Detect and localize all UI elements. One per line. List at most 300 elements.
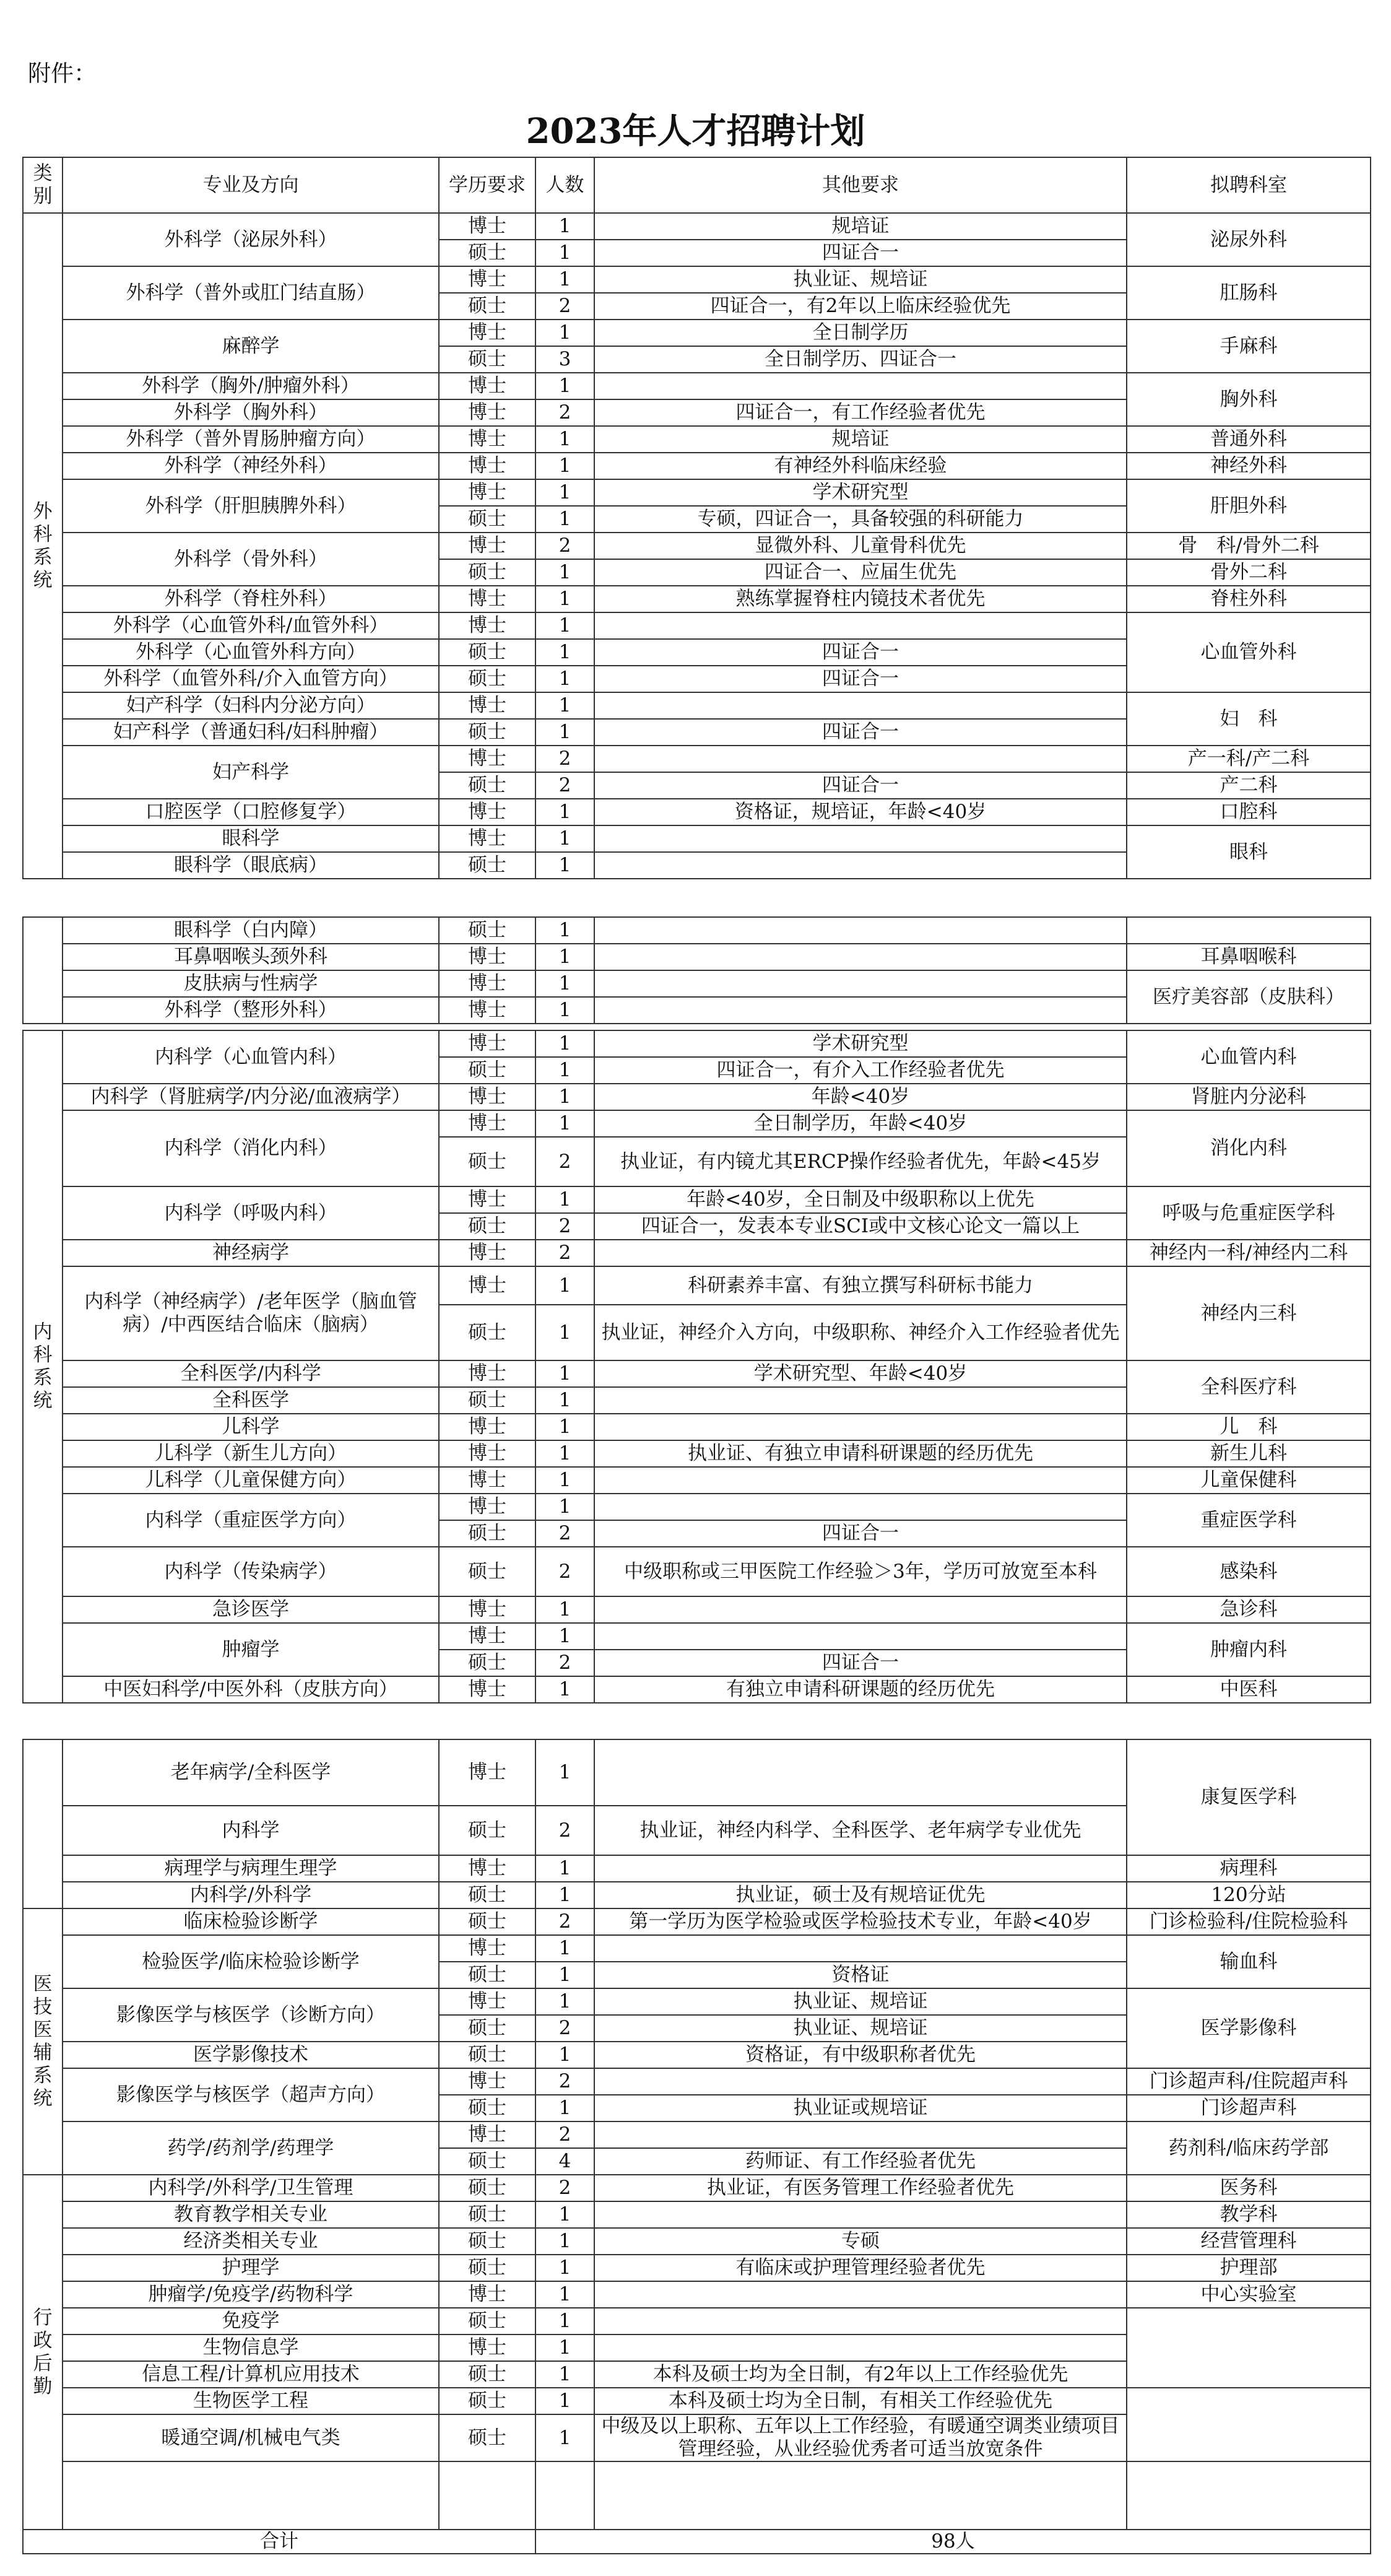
major-cell: 外科学（胸外/肿瘤外科） xyxy=(63,373,439,399)
table-row xyxy=(23,426,1371,453)
department-cell: 肝胆外科 xyxy=(1127,479,1371,533)
requirement-cell: 资格证，有中级职称者优先 xyxy=(594,2042,1127,2068)
major-cell: 儿科学（新生儿方向） xyxy=(63,1440,439,1467)
degree-cell: 博士 xyxy=(439,1266,535,1305)
degree-cell: 硕士 xyxy=(439,852,535,879)
requirement-cell: 本科及硕士均为全日制，有2年以上工作经验优先 xyxy=(594,2361,1127,2388)
count-cell: 1 xyxy=(535,1030,594,1057)
department-cell: 输血科 xyxy=(1127,1935,1371,1988)
major-cell: 内科学（呼吸内科） xyxy=(63,1186,439,1240)
count-cell: 1 xyxy=(535,639,594,666)
requirement-cell xyxy=(594,2201,1127,2228)
department-cell xyxy=(1127,2388,1371,2461)
department-cell: 心血管内科 xyxy=(1127,1030,1371,1084)
count-cell: 2 xyxy=(535,1547,594,1596)
header-major: 专业及方向 xyxy=(63,157,439,213)
degree-cell: 博士 xyxy=(439,320,535,346)
count-cell: 1 xyxy=(535,612,594,639)
major-cell: 内科学/外科学/卫生管理 xyxy=(63,2175,439,2201)
degree-cell: 硕士 xyxy=(439,1057,535,1084)
count-cell: 1 xyxy=(535,586,594,612)
department-cell: 泌尿外科 xyxy=(1127,213,1371,266)
count-cell: 1 xyxy=(535,1962,594,1988)
degree-cell: 博士 xyxy=(439,453,535,479)
major-cell: 妇产科学 xyxy=(63,746,439,799)
requirement-cell: 执业证，神经介入方向，中级职称、神经介入工作经验者优先 xyxy=(594,1305,1127,1360)
count-cell: 1 xyxy=(535,1440,594,1467)
count-cell: 1 xyxy=(535,917,594,944)
department-cell: 耳鼻咽喉科 xyxy=(1127,944,1371,970)
degree-cell: 硕士 xyxy=(439,1137,535,1186)
requirement-cell: 四证合一，有介入工作经验者优先 xyxy=(594,1057,1127,1084)
requirement-cell: 四证合一，有2年以上临床经验优先 xyxy=(594,293,1127,320)
major-cell: 外科学（心血管外科/血管外科） xyxy=(63,612,439,639)
count-cell: 1 xyxy=(535,266,594,293)
department-cell: 口腔科 xyxy=(1127,799,1371,825)
degree-cell: 博士 xyxy=(439,1739,535,1806)
degree-cell: 博士 xyxy=(439,799,535,825)
department-cell: 肿瘤内科 xyxy=(1127,1623,1371,1676)
table-row xyxy=(23,2175,1371,2201)
degree-cell: 博士 xyxy=(439,2281,535,2308)
table-row xyxy=(23,266,1371,293)
table-row xyxy=(23,1988,1371,2015)
requirement-cell: 全日制学历，年龄<40岁 xyxy=(594,1110,1127,1137)
major-cell: 眼科学（眼底病） xyxy=(63,852,439,879)
table-row xyxy=(23,320,1371,346)
requirement-cell: 执业证，神经内科学、全科医学、老年病学专业优先 xyxy=(594,1806,1127,1855)
count-cell: 1 xyxy=(535,1596,594,1623)
header-dept: 拟聘科室 xyxy=(1127,157,1371,213)
recruitment-table-medtech-admin xyxy=(22,1739,1371,2554)
count-cell: 1 xyxy=(535,240,594,266)
department-cell: 重症医学科 xyxy=(1127,1494,1371,1547)
requirement-cell: 全日制学历 xyxy=(594,320,1127,346)
requirement-cell xyxy=(594,692,1127,719)
count-cell: 1 xyxy=(535,970,594,997)
requirement-cell: 资格证，规培证，年龄<40岁 xyxy=(594,799,1127,825)
degree-cell: 硕士 xyxy=(439,1882,535,1908)
table-row xyxy=(23,1030,1371,1057)
category-internal: 内 科 系 统 xyxy=(23,1030,63,1703)
count-cell: 1 xyxy=(535,692,594,719)
major-cell: 全科医学 xyxy=(63,1387,439,1414)
count-cell: 1 xyxy=(535,2414,594,2461)
requirement-cell xyxy=(594,917,1127,944)
degree-cell: 博士 xyxy=(439,1030,535,1057)
table-row xyxy=(23,2388,1371,2414)
department-cell: 骨外二科 xyxy=(1127,559,1371,586)
count-cell: 1 xyxy=(535,2201,594,2228)
recruitment-table-misc xyxy=(22,916,1371,1024)
count-cell xyxy=(535,2461,594,2530)
count-cell: 1 xyxy=(535,2361,594,2388)
table-row xyxy=(23,1935,1371,1962)
major-cell: 内科学（肾脏病学/内分泌/血液病学） xyxy=(63,1084,439,1110)
degree-cell: 博士 xyxy=(439,2121,535,2148)
requirement-cell: 中级职称或三甲医院工作经验＞3年，学历可放宽至本科 xyxy=(594,1547,1127,1596)
major-cell: 外科学（心血管外科方向） xyxy=(63,639,439,666)
department-cell: 经营管理科 xyxy=(1127,2228,1371,2255)
count-cell: 1 xyxy=(535,1988,594,2015)
degree-cell: 博士 xyxy=(439,1988,535,2015)
requirement-cell xyxy=(594,1240,1127,1266)
degree-cell: 博士 xyxy=(439,1855,535,1882)
degree-cell: 硕士 xyxy=(439,2308,535,2334)
table-row xyxy=(23,799,1371,825)
count-cell: 1 xyxy=(535,1387,594,1414)
count-cell: 2 xyxy=(535,533,594,559)
degree-cell: 博士 xyxy=(439,746,535,772)
degree-cell: 硕士 xyxy=(439,2095,535,2121)
requirement-cell xyxy=(594,2121,1127,2148)
degree-cell: 博士 xyxy=(439,1414,535,1440)
requirement-cell xyxy=(594,373,1127,399)
requirement-cell xyxy=(594,997,1127,1024)
major-cell: 耳鼻咽喉头颈外科 xyxy=(63,944,439,970)
count-cell: 2 xyxy=(535,293,594,320)
major-cell: 教育教学相关专业 xyxy=(63,2201,439,2228)
requirement-cell xyxy=(594,1935,1127,1962)
requirement-cell: 四证合一 xyxy=(594,666,1127,692)
degree-cell: 博士 xyxy=(439,1084,535,1110)
count-cell: 1 xyxy=(535,2095,594,2121)
degree-cell: 博士 xyxy=(439,692,535,719)
table-row xyxy=(23,1110,1371,1137)
count-cell: 1 xyxy=(535,1266,594,1305)
table-row xyxy=(23,1084,1371,1110)
table-row xyxy=(23,2461,1371,2530)
degree-cell: 硕士 xyxy=(439,639,535,666)
table-row xyxy=(23,213,1371,240)
requirement-cell xyxy=(594,2308,1127,2334)
department-cell: 普通外科 xyxy=(1127,426,1371,453)
count-cell: 1 xyxy=(535,2388,594,2414)
count-cell: 2 xyxy=(535,1213,594,1240)
degree-cell: 硕士 xyxy=(439,1305,535,1360)
major-cell: 暖通空调/机械电气类 xyxy=(63,2414,439,2461)
major-cell: 肿瘤学 xyxy=(63,1623,439,1676)
major-cell: 儿科学 xyxy=(63,1414,439,1440)
department-cell: 120分站 xyxy=(1127,1882,1371,1908)
count-cell: 2 xyxy=(535,2175,594,2201)
count-cell: 1 xyxy=(535,479,594,506)
degree-cell xyxy=(439,2461,535,2530)
count-cell: 1 xyxy=(535,559,594,586)
major-cell: 检验医学/临床检验诊断学 xyxy=(63,1935,439,1988)
degree-cell: 硕士 xyxy=(439,293,535,320)
degree-cell: 博士 xyxy=(439,970,535,997)
degree-cell: 硕士 xyxy=(439,2255,535,2281)
department-cell: 脊柱外科 xyxy=(1127,586,1371,612)
department-cell: 妇 科 xyxy=(1127,692,1371,746)
category-admin: 行 政 后 勤 xyxy=(23,2175,63,2530)
requirement-cell: 四证合一 xyxy=(594,719,1127,746)
table-row xyxy=(23,373,1371,399)
degree-cell: 硕士 xyxy=(439,917,535,944)
requirement-cell xyxy=(594,1596,1127,1623)
requirement-cell: 有神经外科临床经验 xyxy=(594,453,1127,479)
degree-cell: 硕士 xyxy=(439,2414,535,2461)
total-label: 合计 xyxy=(23,2530,535,2554)
major-cell: 神经病学 xyxy=(63,1240,439,1266)
count-cell: 2 xyxy=(535,1908,594,1935)
requirement-cell: 四证合一 xyxy=(594,639,1127,666)
count-cell: 1 xyxy=(535,1494,594,1520)
count-cell: 1 xyxy=(535,1882,594,1908)
requirement-cell xyxy=(594,1387,1127,1414)
department-cell: 儿童保健科 xyxy=(1127,1467,1371,1494)
major-cell: 病理学与病理生理学 xyxy=(63,1855,439,1882)
degree-cell: 硕士 xyxy=(439,719,535,746)
department-cell: 神经外科 xyxy=(1127,453,1371,479)
table-row xyxy=(23,479,1371,506)
department-cell: 眼科 xyxy=(1127,825,1371,879)
requirement-cell: 年龄<40岁 xyxy=(594,1084,1127,1110)
degree-cell: 博士 xyxy=(439,1360,535,1387)
department-cell: 新生儿科 xyxy=(1127,1440,1371,1467)
requirement-cell: 熟练掌握脊柱内镜技术者优先 xyxy=(594,586,1127,612)
degree-cell: 硕士 xyxy=(439,240,535,266)
requirement-cell xyxy=(594,2068,1127,2095)
department-cell xyxy=(1127,917,1371,944)
requirement-cell xyxy=(594,1494,1127,1520)
requirement-cell: 执业证，有内镜尤其ERCP操作经验者优先，年龄<45岁 xyxy=(594,1137,1127,1186)
department-cell xyxy=(1127,2461,1371,2530)
table-row xyxy=(23,1882,1371,1908)
requirement-cell: 显微外科、儿童骨科优先 xyxy=(594,533,1127,559)
department-cell: 护理部 xyxy=(1127,2255,1371,2281)
total-row xyxy=(23,2530,1371,2554)
category-blank xyxy=(23,917,63,1024)
count-cell: 2 xyxy=(535,2121,594,2148)
degree-cell: 硕士 xyxy=(439,2201,535,2228)
degree-cell: 硕士 xyxy=(439,2042,535,2068)
count-cell: 1 xyxy=(535,825,594,852)
department-cell: 感染科 xyxy=(1127,1547,1371,1596)
major-cell: 临床检验诊断学 xyxy=(63,1908,439,1935)
count-cell: 1 xyxy=(535,666,594,692)
requirement-cell xyxy=(594,2461,1127,2530)
count-cell: 1 xyxy=(535,1057,594,1084)
count-cell: 2 xyxy=(535,1137,594,1186)
degree-cell: 硕士 xyxy=(439,1213,535,1240)
category-surgery: 外 科 系 统 xyxy=(23,213,63,879)
table-row xyxy=(23,1547,1371,1596)
count-cell: 1 xyxy=(535,799,594,825)
table-row xyxy=(23,1440,1371,1467)
count-cell: 2 xyxy=(535,1240,594,1266)
requirement-cell: 学术研究型 xyxy=(594,1030,1127,1057)
table-row xyxy=(23,1494,1371,1520)
requirement-cell: 科研素养丰富、有独立撰写科研标书能力 xyxy=(594,1266,1127,1305)
major-cell: 肿瘤学/免疫学/药物科学 xyxy=(63,2281,439,2308)
count-cell: 2 xyxy=(535,1650,594,1676)
major-cell: 妇产科学（普通妇科/妇科肿瘤） xyxy=(63,719,439,746)
count-cell: 2 xyxy=(535,746,594,772)
major-cell: 外科学（普外或肛门结直肠） xyxy=(63,266,439,320)
table-row xyxy=(23,1266,1371,1305)
table-row xyxy=(23,2121,1371,2148)
requirement-cell: 四证合一 xyxy=(594,1650,1127,1676)
degree-cell: 博士 xyxy=(439,586,535,612)
requirement-cell: 有独立申请科研课题的经历优先 xyxy=(594,1676,1127,1703)
major-cell: 内科学/外科学 xyxy=(63,1882,439,1908)
table-row xyxy=(23,2228,1371,2255)
requirement-cell: 四证合一，发表本专业SCI或中文核心论文一篇以上 xyxy=(594,1213,1127,1240)
table-row xyxy=(23,2308,1371,2334)
department-cell: 医学影像科 xyxy=(1127,1988,1371,2068)
major-cell: 内科学 xyxy=(63,1806,439,1855)
department-cell xyxy=(1127,2308,1371,2388)
degree-cell: 硕士 xyxy=(439,1908,535,1935)
table-row xyxy=(23,453,1371,479)
requirement-cell xyxy=(594,944,1127,970)
requirement-cell: 四证合一、应届生优先 xyxy=(594,559,1127,586)
degree-cell: 博士 xyxy=(439,373,535,399)
major-cell: 影像医学与核医学（诊断方向） xyxy=(63,1988,439,2042)
table-row xyxy=(23,533,1371,559)
department-cell: 药剂科/临床药学部 xyxy=(1127,2121,1371,2175)
degree-cell: 硕士 xyxy=(439,506,535,533)
major-cell: 免疫学 xyxy=(63,2308,439,2334)
department-cell: 呼吸与危重症医学科 xyxy=(1127,1186,1371,1240)
department-cell: 康复医学科 xyxy=(1127,1739,1371,1855)
degree-cell: 博士 xyxy=(439,944,535,970)
count-cell: 1 xyxy=(535,2308,594,2334)
requirement-cell xyxy=(594,825,1127,852)
degree-cell: 硕士 xyxy=(439,2175,535,2201)
count-cell: 2 xyxy=(535,399,594,426)
degree-cell: 博士 xyxy=(439,1494,535,1520)
department-cell: 病理科 xyxy=(1127,1855,1371,1882)
degree-cell: 博士 xyxy=(439,2068,535,2095)
requirement-cell: 药师证、有工作经验者优先 xyxy=(594,2148,1127,2175)
count-cell: 1 xyxy=(535,1414,594,1440)
table-row xyxy=(23,612,1371,639)
count-cell: 1 xyxy=(535,944,594,970)
count-cell: 1 xyxy=(535,373,594,399)
degree-cell: 硕士 xyxy=(439,1806,535,1855)
degree-cell: 博士 xyxy=(439,1240,535,1266)
department-cell: 消化内科 xyxy=(1127,1110,1371,1186)
major-cell: 皮肤病与性病学 xyxy=(63,970,439,997)
degree-cell: 博士 xyxy=(439,825,535,852)
count-cell: 3 xyxy=(535,346,594,373)
requirement-cell xyxy=(594,1739,1127,1806)
major-cell: 外科学（骨外科） xyxy=(63,533,439,586)
count-cell: 1 xyxy=(535,1084,594,1110)
count-cell: 1 xyxy=(535,2281,594,2308)
degree-cell: 博士 xyxy=(439,479,535,506)
degree-cell: 博士 xyxy=(439,997,535,1024)
degree-cell: 博士 xyxy=(439,426,535,453)
count-cell: 1 xyxy=(535,719,594,746)
degree-cell: 硕士 xyxy=(439,2148,535,2175)
table-header-row xyxy=(23,157,1371,213)
degree-cell: 博士 xyxy=(439,266,535,293)
count-cell: 1 xyxy=(535,1855,594,1882)
degree-cell: 博士 xyxy=(439,1596,535,1623)
major-cell: 口腔医学（口腔修复学） xyxy=(63,799,439,825)
count-cell: 1 xyxy=(535,2334,594,2361)
degree-cell: 博士 xyxy=(439,1467,535,1494)
department-cell: 教学科 xyxy=(1127,2201,1371,2228)
major-cell: 全科医学/内科学 xyxy=(63,1360,439,1387)
major-cell: 外科学（血管外科/介入血管方向） xyxy=(63,666,439,692)
degree-cell: 博士 xyxy=(439,399,535,426)
header-other: 其他要求 xyxy=(594,157,1127,213)
requirement-cell: 第一学历为医学检验或医学检验技术专业，年龄<40岁 xyxy=(594,1908,1127,1935)
degree-cell: 博士 xyxy=(439,1935,535,1962)
degree-cell: 硕士 xyxy=(439,2015,535,2042)
department-cell: 门诊超声科 xyxy=(1127,2095,1371,2121)
count-cell: 1 xyxy=(535,1935,594,1962)
table-row xyxy=(23,1908,1371,1935)
table-row xyxy=(23,2281,1371,2308)
department-cell: 全科医疗科 xyxy=(1127,1360,1371,1414)
major-cell: 眼科学 xyxy=(63,825,439,852)
table-row xyxy=(23,2201,1371,2228)
major-cell: 影像医学与核医学（超声方向） xyxy=(63,2068,439,2121)
table-row xyxy=(23,1623,1371,1650)
requirement-cell xyxy=(594,2334,1127,2361)
major-cell: 内科学（传染病学） xyxy=(63,1547,439,1596)
department-cell: 门诊检验科/住院检验科 xyxy=(1127,1908,1371,1935)
department-cell: 神经内三科 xyxy=(1127,1266,1371,1360)
count-cell: 2 xyxy=(535,2068,594,2095)
degree-cell: 硕士 xyxy=(439,2228,535,2255)
requirement-cell xyxy=(594,746,1127,772)
requirement-cell: 资格证 xyxy=(594,1962,1127,1988)
requirement-cell: 规培证 xyxy=(594,426,1127,453)
total-value: 98人 xyxy=(535,2530,1371,2554)
degree-cell: 硕士 xyxy=(439,2388,535,2414)
major-cell xyxy=(63,2461,439,2530)
count-cell: 1 xyxy=(535,2228,594,2255)
table-row xyxy=(23,1467,1371,1494)
table-row xyxy=(23,586,1371,612)
major-cell: 内科学（消化内科） xyxy=(63,1110,439,1186)
department-cell: 门诊超声科/住院超声科 xyxy=(1127,2068,1371,2095)
count-cell: 1 xyxy=(535,2255,594,2281)
requirement-cell xyxy=(594,1623,1127,1650)
degree-cell: 硕士 xyxy=(439,559,535,586)
requirement-cell xyxy=(594,1467,1127,1494)
major-cell: 外科学（肝胆胰脾外科） xyxy=(63,479,439,533)
table-row xyxy=(23,1240,1371,1266)
requirement-cell: 全日制学历、四证合一 xyxy=(594,346,1127,373)
degree-cell: 博士 xyxy=(439,1676,535,1703)
degree-cell: 博士 xyxy=(439,2334,535,2361)
requirement-cell xyxy=(594,970,1127,997)
department-cell: 产二科 xyxy=(1127,772,1371,799)
department-cell: 中心实验室 xyxy=(1127,2281,1371,2308)
count-cell: 2 xyxy=(535,1520,594,1547)
degree-cell: 博士 xyxy=(439,612,535,639)
count-cell: 1 xyxy=(535,1739,594,1806)
requirement-cell: 有临床或护理管理经验者优先 xyxy=(594,2255,1127,2281)
requirement-cell xyxy=(594,1414,1127,1440)
major-cell: 外科学（脊柱外科） xyxy=(63,586,439,612)
major-cell: 生物信息学 xyxy=(63,2334,439,2361)
document-title: 2023年人才招聘计划 xyxy=(526,111,865,152)
table-row xyxy=(23,917,1371,944)
annex-label: 附件： xyxy=(28,60,97,87)
major-cell: 外科学（普外胃肠肿瘤方向） xyxy=(63,426,439,453)
requirement-cell: 执业证或规培证 xyxy=(594,2095,1127,2121)
count-cell: 2 xyxy=(535,772,594,799)
